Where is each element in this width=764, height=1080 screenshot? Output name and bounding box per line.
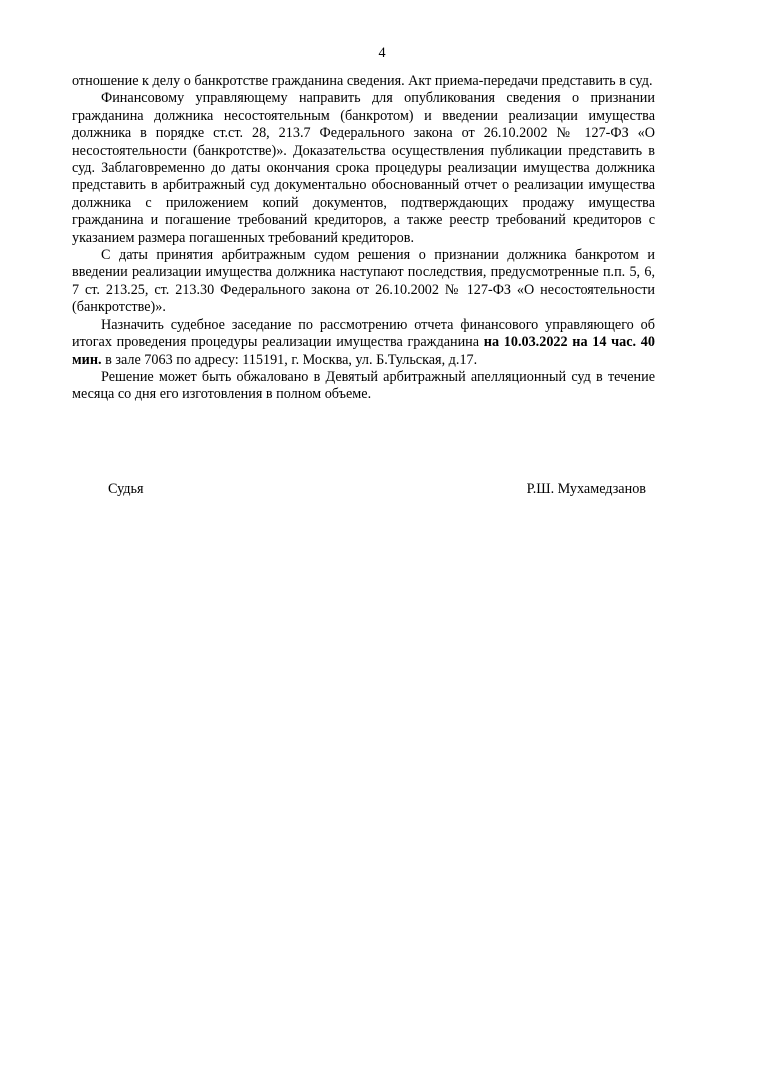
document-body (72, 73, 655, 404)
signature-block (108, 481, 646, 498)
signature-name: Р.Ш. Мухамедзанов (526, 481, 646, 497)
page-number: 4 (378, 45, 386, 61)
hearing-text-end: в зале 7063 по адресу: 115191, г. Москва, ул. Б.Тульская, д.17. (101, 351, 478, 368)
signature-role: Судья (108, 481, 144, 497)
hearing-text-start: Назначить судебное заседание по рассмотрению отчета финансового управляющего об итогах проведения процедуры реализации имущества гражданина (72, 316, 655, 351)
paragraph-hearing (72, 317, 655, 369)
paragraph-continuation: отношение к делу о банкротстве гражданина сведения. Акт приема-передачи представить в суд. (72, 73, 653, 89)
paragraph-publication-order: Финансовому управляющему направить для опубликования сведения о признании гражданина должника несостоятельным (банкротом) и введении реализации имущества должника в порядке ст.ст. 28, 213.7 Федерального закона от 26.10.2002 № 127-ФЗ «О несостоятельности (банкротстве)». Доказательства осуществления публикации представить в суд. Заблаговременно до даты окончания срока процедуры реализации имущества должника представить в арбитражный суд документально обоснованный отчет о реализации имущества должника с приложением копий документов, подтверждающих продажу имущества гражданина и погашение требований кредиторов, а также реестр требований кредиторов с указанием размера погашенных требований кредиторов. (72, 90, 655, 246)
paragraph-consequences: С даты принятия арбитражным судом решения о признании должника банкротом и введении реализации имущества должника наступают последствия, предусмотренные п.п. 5, 6, 7 ст. 213.25, ст. 213.30 Федерального закона от 26.10.2002 № 127-ФЗ «О несостоятельности (банкротстве)». (72, 247, 655, 316)
paragraph-appeal: Решение может быть обжаловано в Девятый арбитражный апелляционный суд в течение месяца со дня его изготовления в полном объеме. (72, 368, 655, 403)
hearing-date: на 10.03.2022 на 14 час. 40 мин. (72, 334, 655, 368)
